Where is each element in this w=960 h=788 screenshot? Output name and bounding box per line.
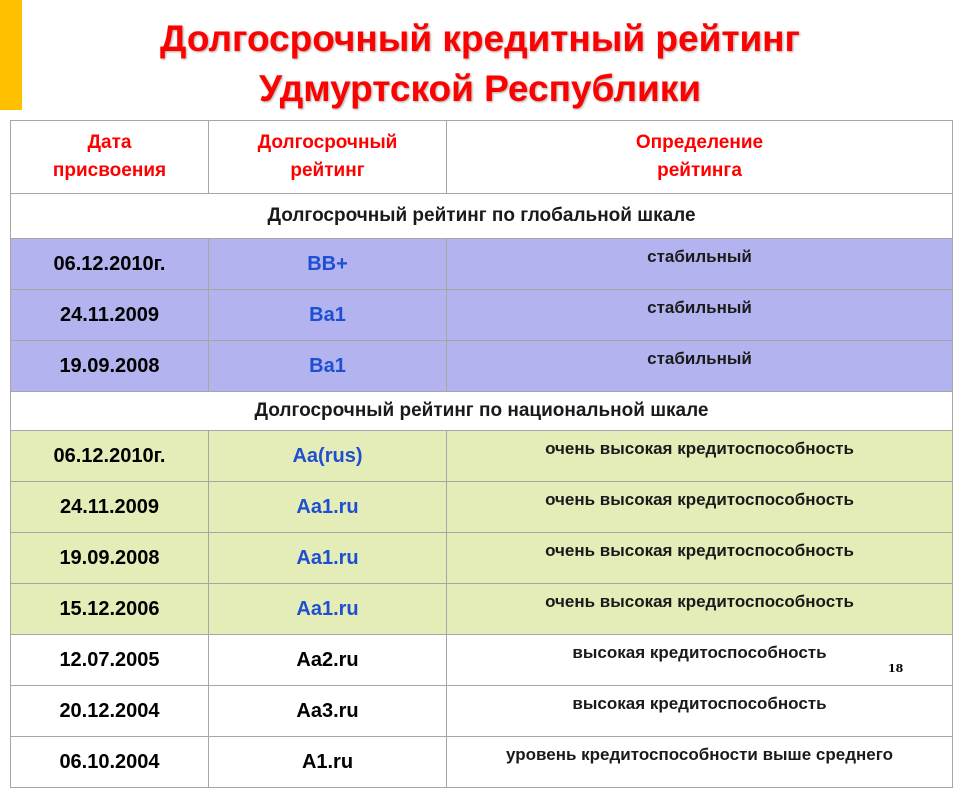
cell-rating: Aa2.ru [209, 635, 447, 686]
table-row [11, 482, 953, 533]
table-row [11, 584, 953, 635]
header-rating: Долгосрочный рейтинг [209, 121, 447, 194]
cell-date: 15.12.2006 [11, 584, 209, 635]
cell-date: 06.10.2004 [11, 737, 209, 788]
cell-definition: очень высокая кредитоспособность [447, 533, 953, 584]
cell-definition: высокая кредитоспособность [447, 635, 953, 686]
table-row [11, 239, 953, 290]
cell-definition: высокая кредитоспособность [447, 686, 953, 737]
table-row [11, 341, 953, 392]
cell-date: 19.09.2008 [11, 533, 209, 584]
rating-table [10, 120, 953, 788]
cell-definition: очень высокая кредитоспособность [447, 431, 953, 482]
page-number: 18 [888, 662, 904, 675]
cell-rating: Ba1 [209, 290, 447, 341]
cell-rating: Aa(rus) [209, 431, 447, 482]
cell-date: 12.07.2005 [11, 635, 209, 686]
cell-definition: очень высокая кредитоспособность [447, 584, 953, 635]
cell-date: 19.09.2008 [11, 341, 209, 392]
cell-date: 24.11.2009 [11, 482, 209, 533]
cell-definition: стабильный [447, 290, 953, 341]
table-row [11, 635, 953, 686]
section-global-label: Долгосрочный рейтинг по глобальной шкале [11, 194, 953, 239]
table-row [11, 431, 953, 482]
cell-date: 20.12.2004 [11, 686, 209, 737]
cell-rating: Aa3.ru [209, 686, 447, 737]
cell-rating: Aa1.ru [209, 482, 447, 533]
slide-title [0, 14, 960, 114]
cell-rating: Aa1.ru [209, 533, 447, 584]
header-row [11, 121, 953, 194]
cell-rating: BB+ [209, 239, 447, 290]
cell-date: 06.12.2010г. [11, 431, 209, 482]
cell-definition: уровень кредитоспособности выше среднего [447, 737, 953, 788]
title-line-2: Удмуртской Республики [259, 68, 701, 109]
cell-rating: Aa1.ru [209, 584, 447, 635]
section-national-label: Долгосрочный рейтинг по национальной шкале [11, 392, 953, 431]
cell-definition: очень высокая кредитоспособность [447, 482, 953, 533]
table-row [11, 686, 953, 737]
cell-definition: стабильный [447, 239, 953, 290]
header-date: Дата присвоения [11, 121, 209, 194]
table-row [11, 290, 953, 341]
cell-rating: A1.ru [209, 737, 447, 788]
title-line-1: Долгосрочный кредитный рейтинг [160, 18, 800, 59]
cell-date: 06.12.2010г. [11, 239, 209, 290]
cell-rating: Ba1 [209, 341, 447, 392]
header-definition: Определение рейтинга [447, 121, 953, 194]
section-row-global [11, 194, 953, 239]
section-row-national [11, 392, 953, 431]
cell-definition: стабильный [447, 341, 953, 392]
table-row [11, 737, 953, 788]
cell-date: 24.11.2009 [11, 290, 209, 341]
table-row [11, 533, 953, 584]
